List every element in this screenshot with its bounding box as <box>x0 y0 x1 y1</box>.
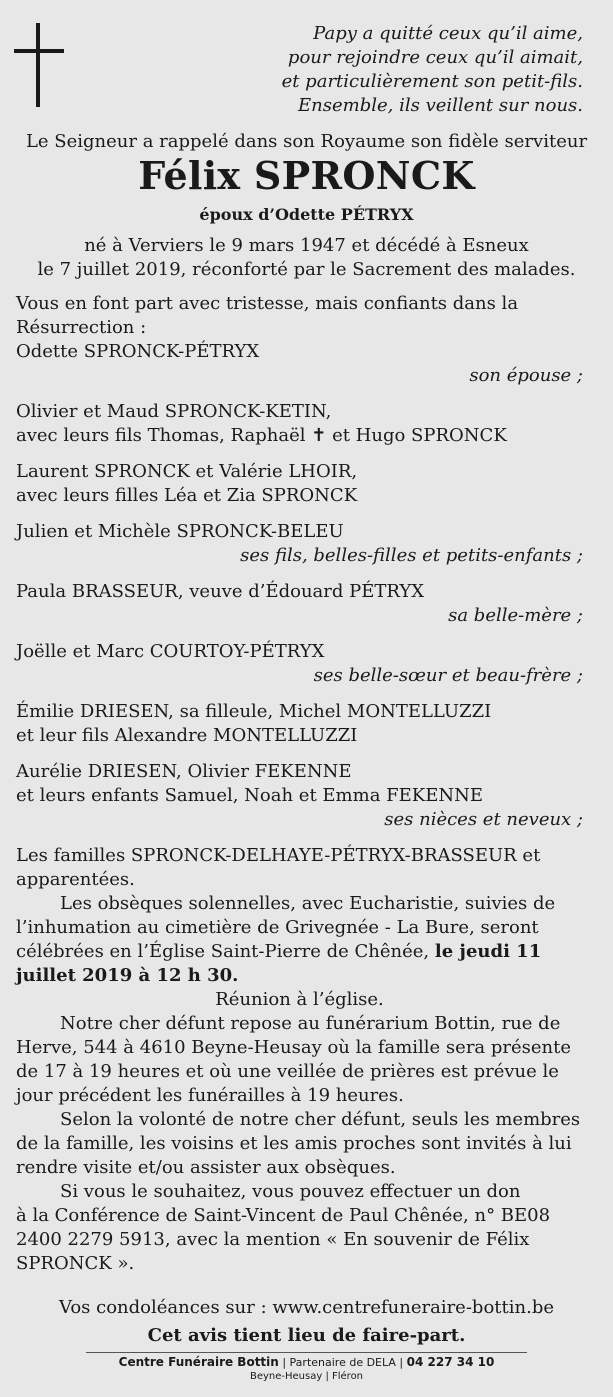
footer <box>86 1352 527 1383</box>
donation-line-1: Si vous le souhaitez, vous pouvez effectuer un don <box>60 1181 521 1202</box>
intro-text: Le Seigneur a rappelé dans son Royaume son fidèle serviteur <box>25 131 588 152</box>
announce-text: Vous en font part avec tristesse, mais confiants dans la Résurrection : <box>16 293 519 338</box>
company-name: Centre Funéraire Bottin <box>118 1355 279 1369</box>
family-group <box>16 580 583 628</box>
funeral-info <box>16 892 583 988</box>
family-group <box>16 340 583 388</box>
deceased-cross-icon: ✝ <box>311 425 327 446</box>
donation-line-2: à la Conférence de Saint-Vincent de Paul Chênée, n° BE08 2400 2279 5913, avec la mention « En souvenir de Félix SPRONCK ». <box>16 1205 551 1274</box>
relation-label: ses fils, belles-filles et petits-enfants ; <box>240 545 583 566</box>
family-member: Odette SPRONCK-PÉTRYX <box>16 341 260 362</box>
reunion-text: Réunion à l’église. <box>215 989 384 1010</box>
closing <box>0 1296 613 1348</box>
family-member <box>16 424 583 448</box>
family-group <box>16 700 583 748</box>
funeral-date: le jeudi 11 juillet 2019 à 12 h 30. <box>16 941 542 986</box>
family-member: Émilie DRIESEN, sa filleule, Michel MONTELLUZZI <box>16 701 492 722</box>
poem-line: Ensemble, ils veillent sur nous. <box>298 95 583 116</box>
poem-line: Papy a quitté ceux qu’il aime, <box>313 23 583 44</box>
family-member: Laurent SPRONCK et Valérie LHOIR, <box>16 461 358 482</box>
family-group <box>16 640 583 688</box>
death-line: le 7 juillet 2019, réconforté par le Sacrement des malades. <box>37 259 576 280</box>
birth-death-info <box>0 234 613 282</box>
poem <box>282 22 583 118</box>
footer-locations: Beyne-Heusay | Fléron <box>249 1371 364 1382</box>
relation-label: ses belle-sœur et beau-frère ; <box>313 665 583 686</box>
family-member: Aurélie DRIESEN, Olivier FEKENNE <box>16 761 352 782</box>
condolences-link[interactable]: Vos condoléances sur : www.centrefuneraire-bottin.be <box>58 1297 554 1318</box>
family-member: Olivier et Maud SPRONCK-KETIN, <box>16 401 332 422</box>
phone-number: 04 227 34 10 <box>406 1355 495 1369</box>
family-group <box>16 460 583 508</box>
final-line: Cet avis tient lieu de faire-part. <box>147 1325 466 1346</box>
family-group <box>16 760 583 832</box>
footer-line-1 <box>86 1355 527 1370</box>
funeral-text: Les obsèques solennelles, avec Eucharistie, suivies de l’inhumation au cimetière de Grivegnée - La Bure, seront célébrées en l’Église Saint-Pierre de Chênée, <box>16 893 556 962</box>
family-member: Joëlle et Marc COURTOY-PÉTRYX <box>16 641 325 662</box>
children-names: avec leurs fils Thomas, Raphaël <box>16 425 306 446</box>
deceased-name: Félix SPRONCK <box>138 153 475 198</box>
relation-label: son épouse ; <box>469 365 583 386</box>
family-member: avec leurs filles Léa et Zia SPRONCK <box>16 485 358 506</box>
family-member: Paula BRASSEUR, veuve d’Édouard PÉTRYX <box>16 581 425 602</box>
birth-line: né à Verviers le 9 mars 1947 et décédé à Esneux <box>84 235 529 256</box>
poem-line: pour rejoindre ceux qu’il aimait, <box>287 47 583 68</box>
family-member: et leur fils Alexandre MONTELLUZZI <box>16 725 358 746</box>
family-member: et leurs enfants Samuel, Noah et Emma FEKENNE <box>16 785 483 806</box>
extended-families: Les familles SPRONCK-DELHAYE-PÉTRYX-BRASSEUR et apparentées. <box>16 845 541 890</box>
spouse-line: époux d’Odette PÉTRYX <box>199 205 414 224</box>
poem-line: et particulièrement son petit-fils. <box>281 71 583 92</box>
funerarium-info: Notre cher défunt repose au funérarium Bottin, rue de Herve, 544 à 4610 Beyne-Heusay où la famille sera présente de 17 à 19 heures et où une veillée de prières est prévue le jour précédent les funérailles à 19 heures. <box>16 1013 572 1106</box>
relation-label: ses nièces et neveux ; <box>384 809 583 830</box>
family-group <box>16 400 583 448</box>
wish-info: Selon la volonté de notre cher défunt, seuls les membres de la famille, les voisins et les amis proches sont invités à lui rendre visite et/ou assister aux obsèques. <box>16 1109 581 1178</box>
family-group <box>16 520 583 568</box>
cross-icon <box>14 23 64 107</box>
family-member: Julien et Michèle SPRONCK-BELEU <box>16 521 344 542</box>
relation-label: sa belle-mère ; <box>448 605 583 626</box>
notice-body <box>16 292 583 1276</box>
separator: | <box>282 1356 287 1369</box>
partner-text: Partenaire de DELA <box>289 1356 396 1369</box>
separator: | <box>399 1356 404 1369</box>
children-names: et Hugo SPRONCK <box>332 425 507 446</box>
